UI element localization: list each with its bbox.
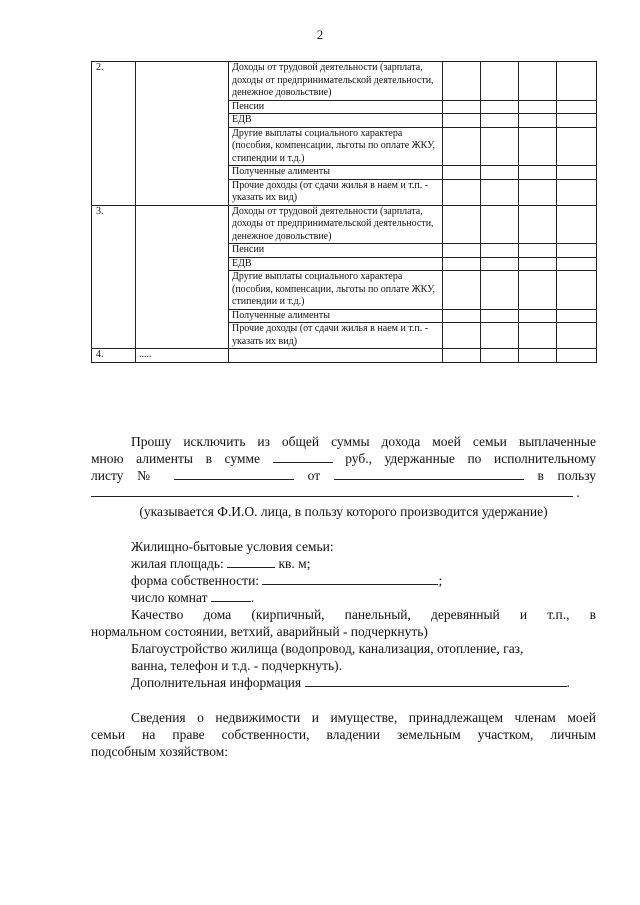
income-table [91,61,597,363]
amenities-line-1: Благоустройство жилища (водопровод, канализация, отопление, газ, [131,641,524,656]
member-number: 2. [92,62,136,206]
ownership-end: ; [438,573,443,588]
income-amount-cell[interactable] [443,127,481,166]
ownership-field[interactable] [262,573,438,585]
in-favor-label: в пользу [537,468,596,483]
alimony-amount-field[interactable] [273,451,333,463]
income-type: Пенсии [229,244,443,258]
income-type: Прочие доходы (от сдачи жилья в наем и т.п. - указать их вид) [229,179,443,205]
income-amount-cell[interactable] [443,309,481,323]
income-amount-cell[interactable] [481,271,519,310]
alimony-line-2 [91,451,596,467]
living-area-label: жилая площадь: [131,556,224,571]
income-amount-cell[interactable] [443,62,481,101]
extra-info-label: Дополнительная информация [131,675,302,690]
income-amount-cell[interactable] [519,100,557,114]
property-line-2: семьи на праве собственности, владении земельным участком, личным [91,727,596,742]
line-end-dot: . [576,485,580,500]
rooms-label: число комнат [131,590,208,605]
income-amount-cell[interactable] [557,257,597,271]
house-quality-line-2: нормальном состоянии, ветхий, аварийный - подчеркнуть) [91,624,428,639]
income-amount-cell[interactable] [519,205,557,244]
writ-date-field[interactable] [334,468,524,480]
housing-heading: Жилищно-бытовые условия семьи: [131,539,334,554]
income-row [92,62,597,101]
writ-date-label: от [307,468,321,483]
rooms-end: . [250,590,255,605]
income-amount-cell[interactable] [481,309,519,323]
income-amount-cell[interactable] [519,127,557,166]
member-number: 4. [92,349,136,363]
property-line-1: Сведения о недвижимости и имуществе, принадлежащем членам моей [131,710,596,725]
writ-number-field[interactable] [174,468,294,480]
income-amount-cell[interactable] [481,349,519,363]
income-amount-cell[interactable] [481,179,519,205]
income-amount-cell[interactable] [519,257,557,271]
income-amount-cell[interactable] [481,62,519,101]
income-amount-cell[interactable] [557,323,597,349]
income-amount-cell[interactable] [443,257,481,271]
income-amount-cell[interactable] [557,244,597,258]
property-line-3: подсобным хозяйством: [91,744,228,759]
alimony-line-1: Прошу исключить из общей суммы дохода моей семьи выплаченные [131,434,596,449]
house-quality-line-1: Качество дома (кирпичный, панельный, деревянный и т.п., в [131,607,596,622]
income-type: ЕДВ [229,257,443,271]
income-amount-cell[interactable] [519,244,557,258]
income-amount-cell[interactable] [481,244,519,258]
income-amount-cell[interactable] [443,323,481,349]
income-row [92,205,597,244]
income-type: Полученные алименты [229,309,443,323]
income-type [229,349,443,363]
income-amount-cell[interactable] [481,323,519,349]
extra-info-line [91,675,636,691]
alimony-line-3 [91,468,596,484]
income-amount-cell[interactable] [557,114,597,128]
income-amount-cell[interactable] [519,114,557,128]
member-name-cell[interactable] [136,62,229,206]
income-amount-cell[interactable] [443,114,481,128]
income-type: Другие выплаты социального характера (пособия, компенсации, льготы по оплате ЖКУ, стипендии и т.д.) [229,271,443,310]
income-amount-cell[interactable] [481,100,519,114]
extra-info-end: . [566,675,570,690]
income-amount-cell[interactable] [519,179,557,205]
income-type: Доходы от трудовой деятельности (зарплата, доходы от предпринимательской деятельности, денежное довольствие) [229,205,443,244]
income-amount-cell[interactable] [519,62,557,101]
recipient-note: (указывается Ф.И.О. лица, в пользу которого производится удержание) [139,504,548,519]
income-amount-cell[interactable] [443,244,481,258]
alimony-line-4 [91,485,596,501]
income-type: Прочие доходы (от сдачи жилья в наем и т.п. - указать их вид) [229,323,443,349]
income-amount-cell[interactable] [557,271,597,310]
income-amount-cell[interactable] [443,205,481,244]
income-amount-cell[interactable] [481,114,519,128]
income-amount-cell[interactable] [443,271,481,310]
income-type: Полученные алименты [229,166,443,180]
writ-number-label: листу № [91,468,161,483]
income-amount-cell[interactable] [519,349,557,363]
alimony-amount-label: мною алименты в сумме [91,451,260,466]
income-amount-cell[interactable] [481,127,519,166]
living-area-unit: кв. м; [278,556,311,571]
income-amount-cell[interactable] [557,62,597,101]
income-amount-cell[interactable] [443,100,481,114]
income-type: Другие выплаты социального характера (пособия, компенсации, льготы по оплате ЖКУ, стипендии и т.д.) [229,127,443,166]
income-amount-cell[interactable] [481,257,519,271]
income-amount-cell[interactable] [557,166,597,180]
member-name-cell[interactable] [136,205,229,349]
income-amount-cell[interactable] [443,349,481,363]
income-type: Доходы от трудовой деятельности (зарплата, доходы от предпринимательской деятельности, денежное довольствие) [229,62,443,101]
income-amount-cell[interactable] [519,166,557,180]
income-amount-cell[interactable] [519,323,557,349]
income-amount-cell[interactable] [557,127,597,166]
income-amount-cell[interactable] [519,309,557,323]
member-number: 3. [92,205,136,349]
recipient-name-field[interactable] [91,485,573,497]
living-area-line [91,556,636,572]
extra-info-field[interactable] [305,675,567,687]
income-amount-cell[interactable] [557,309,597,323]
page-number: 2 [316,27,324,42]
income-type: Пенсии [229,100,443,114]
income-amount-cell[interactable] [557,179,597,205]
member-name-cell[interactable]: ..... [136,349,229,363]
ownership-label: форма собственности: [131,573,260,588]
income-amount-cell[interactable] [557,205,597,244]
rooms-field[interactable] [211,590,251,602]
rooms-line [91,590,636,606]
amenities-line-2: ванна, телефон и т.д. - подчеркнуть). [131,658,343,673]
income-row [92,349,597,363]
ownership-line [91,573,636,589]
income-amount-cell[interactable] [519,271,557,310]
income-amount-cell[interactable] [557,100,597,114]
alimony-currency-label: руб., удержанные по исполнительному [345,451,597,466]
income-amount-cell[interactable] [481,205,519,244]
income-amount-cell[interactable] [557,349,597,363]
income-amount-cell[interactable] [443,166,481,180]
income-type: ЕДВ [229,114,443,128]
living-area-field[interactable] [227,556,275,568]
income-amount-cell[interactable] [481,166,519,180]
income-amount-cell[interactable] [443,179,481,205]
